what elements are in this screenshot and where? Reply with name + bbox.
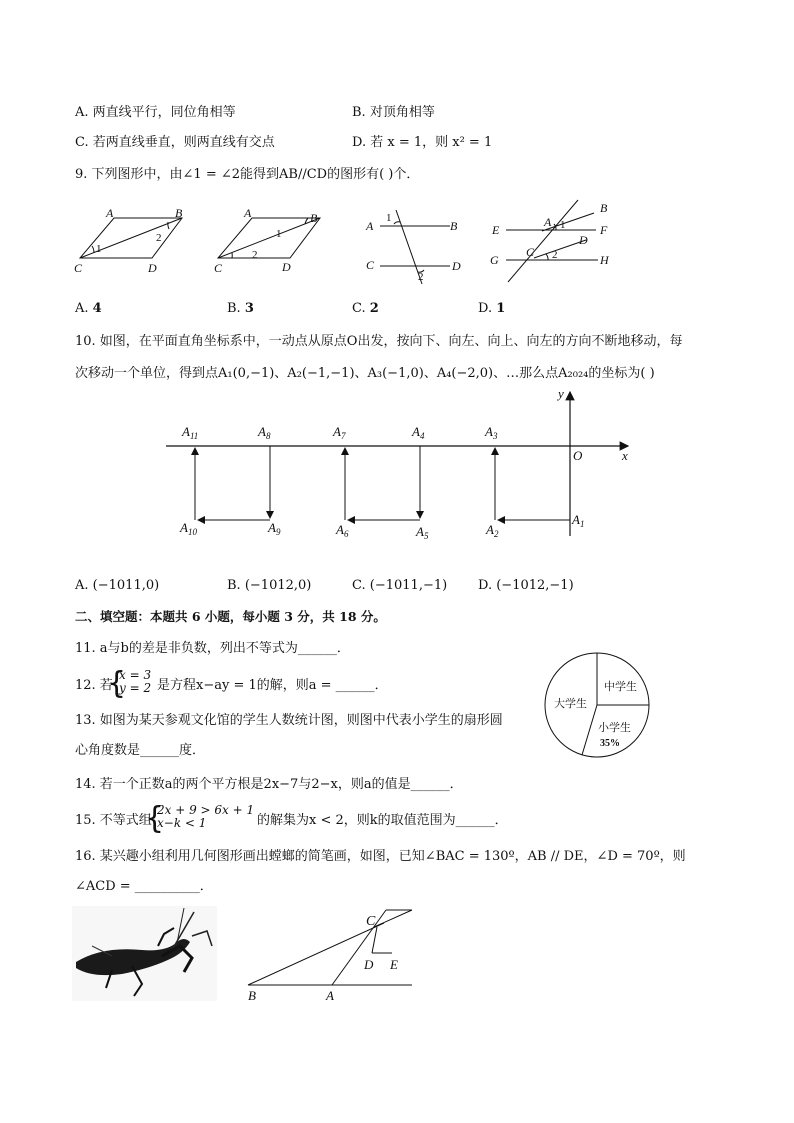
q9-option-d-text: 1 [496, 301, 506, 316]
q9-fig3-label-1: 1 [386, 212, 392, 224]
q9-option-b-text: 3 [244, 301, 254, 316]
q10-axis-x-label: x [622, 448, 628, 463]
pie-label-middle: 中学生 [604, 680, 637, 693]
q10-label-a3: $A_3$ [485, 424, 498, 441]
q8-option-c-text: 若两直线垂直，则两直线有交点 [92, 135, 275, 150]
mantis-sketch-image [72, 906, 217, 1001]
q9-fig2-label-a: A [244, 206, 252, 220]
q8-option-b-text: 对顶角相等 [369, 105, 435, 120]
q10-label-a11: $A_{11}$ [182, 424, 199, 441]
q10-option-a [75, 577, 159, 595]
q13-pie-chart [542, 650, 652, 760]
q8-option-b [352, 104, 435, 122]
q10-line-1: 10. 如图，在平面直角坐标系中，一动点从原点O出发，按向下、向左、向上、向左的方向不断地移动，每 [75, 334, 683, 349]
q16-line-2: ∠ACD = __________． [75, 879, 213, 894]
q9-fig2-label-d: D [282, 260, 291, 274]
q9-fig2-label-c: C [214, 261, 223, 275]
q9-fig3-label-d: D [452, 259, 461, 273]
q9-option-a-text: 4 [92, 301, 102, 316]
q8-option-a [75, 104, 236, 122]
q9-stem: 9. 下列图形中，由∠1 = ∠2能得到AB//CD的图形有( )个． [75, 167, 420, 182]
q9-fig1-label-c: C [74, 261, 83, 275]
q9-fig4-label-d: D [579, 233, 588, 247]
q9-fig1-label-a: A [106, 206, 114, 220]
q10-label-a6: $A_6$ [336, 522, 349, 539]
q9-option-b [227, 300, 254, 318]
q10-option-d-letter: D. [478, 578, 493, 593]
q8-option-c-letter: C. [75, 135, 89, 150]
q9-figure-1 [72, 208, 192, 278]
q16-label-e: E [390, 957, 398, 972]
q9-fig4-label-2: 2 [552, 249, 558, 261]
q9-option-b-letter: B. [227, 301, 241, 316]
q13-line-1: 13. 如图为某天参观文化馆的学生人数统计图，则图中代表小学生的扇形圆 [75, 713, 503, 728]
q15-suffix: 的解集为x < 2，则k的取值范围为______． [257, 813, 508, 828]
q10-axis-y-label: y [558, 386, 564, 401]
q10-label-a7: $A_7$ [333, 424, 346, 441]
q10-option-b-text: (−1012,0) [244, 578, 312, 593]
q12-system-line-1: x = 3 [119, 668, 152, 682]
q8-option-a-letter: A. [75, 105, 89, 120]
q15-system-line-2: x−k < 1 [157, 816, 207, 830]
q8-option-d-text: 若 x = 1，则 x² = 1 [370, 135, 493, 150]
q9-figure-4 [486, 200, 626, 285]
q8-option-a-text: 两直线平行，同位角相等 [92, 105, 236, 120]
q12-system-line-2: y = 2 [119, 681, 152, 695]
q9-figure-3 [362, 206, 472, 286]
q9-fig4-label-1: 1 [560, 219, 566, 231]
q10-coordinate-figure [160, 388, 640, 548]
q9-option-c-text: 2 [369, 301, 379, 316]
q9-option-a-letter: A. [75, 301, 89, 316]
q9-fig4-label-b: B [600, 201, 608, 215]
q9-figure-2 [210, 208, 330, 278]
q16-line-1: 16. 某兴趣小组利用几何图形画出螳螂的简笔画，如图，已知∠BAC = 130º，AB // DE，∠D = 70º，则 [75, 849, 686, 864]
section-2-title: 二、填空题：本题共 6 小题，每小题 3 分，共 18 分。 [75, 609, 386, 624]
q9-fig1-label-d: D [148, 261, 157, 275]
pie-label-primary: 小学生 [598, 721, 631, 734]
q9-fig1-label-2: 2 [156, 232, 162, 244]
q10-option-a-text: (−1011,0) [92, 578, 160, 593]
q9-fig4-label-h: H [600, 253, 609, 267]
q12-prefix: 12. 若 [75, 678, 113, 693]
q9-fig2-label-1: 1 [276, 228, 282, 240]
q9-fig3-label-2: 2 [418, 271, 424, 283]
q15-system-line-1: 2x + 9 > 6x + 1 [157, 803, 255, 817]
q16-label-c: C [366, 914, 376, 929]
q10-option-d [478, 577, 574, 595]
q9-fig4-label-c: C [526, 245, 535, 259]
q11-text: 11. a与b的差是非负数，列出不等式为______． [75, 641, 350, 656]
q10-label-a10: $A_{10}$ [180, 520, 197, 537]
q8-option-d [352, 134, 492, 152]
pie-label-college: 大学生 [554, 697, 587, 710]
q10-label-a5: $A_5$ [416, 524, 429, 541]
q10-label-a9: $A_9$ [268, 520, 281, 537]
q10-option-b [227, 577, 311, 595]
q8-option-d-letter: D. [352, 135, 367, 150]
pie-value-primary: 35% [600, 738, 620, 749]
q9-option-c [352, 300, 379, 318]
q16-label-a: A [326, 988, 334, 1003]
q9-option-a [75, 300, 102, 318]
q10-origin-label: O [573, 448, 583, 463]
q10-label-a4: $A_4$ [412, 424, 425, 441]
q16-label-b: B [248, 988, 256, 1003]
q9-fig4-label-f: F [600, 223, 608, 237]
q9-option-d-letter: D. [478, 301, 493, 316]
q13-line-2: 心角度数是______度． [75, 743, 206, 758]
q8-option-c [75, 134, 275, 152]
q10-option-c-text: (−1011,−1) [369, 578, 448, 593]
q9-fig2-label-2: 2 [252, 249, 258, 261]
q12-suffix: 是方程x−ay = 1的解，则a = ______． [157, 678, 388, 693]
q10-line-2: 次移动一个单位，得到点A₁(0,−1)、A₂(−1,−1)、A₃(−1,0)、A₄(−2,0)、…那么点A₂₀₂₄的坐标为( ) [75, 366, 655, 381]
q15-brace: { [145, 801, 165, 836]
q16-geometry-figure [244, 905, 419, 1005]
q10-label-a2: $A_2$ [486, 522, 499, 539]
q9-fig1-label-1: 1 [96, 243, 102, 255]
q10-option-c-letter: C. [352, 578, 366, 593]
q9-fig3-label-a: A [366, 219, 374, 233]
q12-brace: { [107, 666, 127, 701]
q9-fig3-label-b: B [450, 219, 458, 233]
q10-option-b-letter: B. [227, 578, 241, 593]
q9-option-d [478, 300, 505, 318]
q9-fig3-label-c: C [366, 258, 375, 272]
q10-option-d-text: (−1012,−1) [496, 578, 574, 593]
q15-prefix: 15. 不等式组 [75, 813, 152, 828]
q10-label-a1: $A_1$ [572, 512, 585, 529]
q10-option-a-letter: A. [75, 578, 89, 593]
q9-fig4-label-a: A [544, 215, 552, 229]
q8-option-b-letter: B. [352, 105, 366, 120]
q10-label-a8: $A_8$ [258, 424, 271, 441]
q14-text: 14. 若一个正数a的两个平方根是2x−7与2−x，则a的值是______． [75, 777, 463, 792]
q16-label-d: D [364, 957, 374, 972]
q9-fig4-label-g: G [490, 253, 499, 267]
q9-fig2-label-b: B [310, 211, 318, 225]
q9-option-c-letter: C. [352, 301, 366, 316]
q9-fig1-label-b: B [175, 206, 183, 220]
q9-fig4-label-e: E [492, 223, 500, 237]
q10-option-c [352, 577, 447, 595]
